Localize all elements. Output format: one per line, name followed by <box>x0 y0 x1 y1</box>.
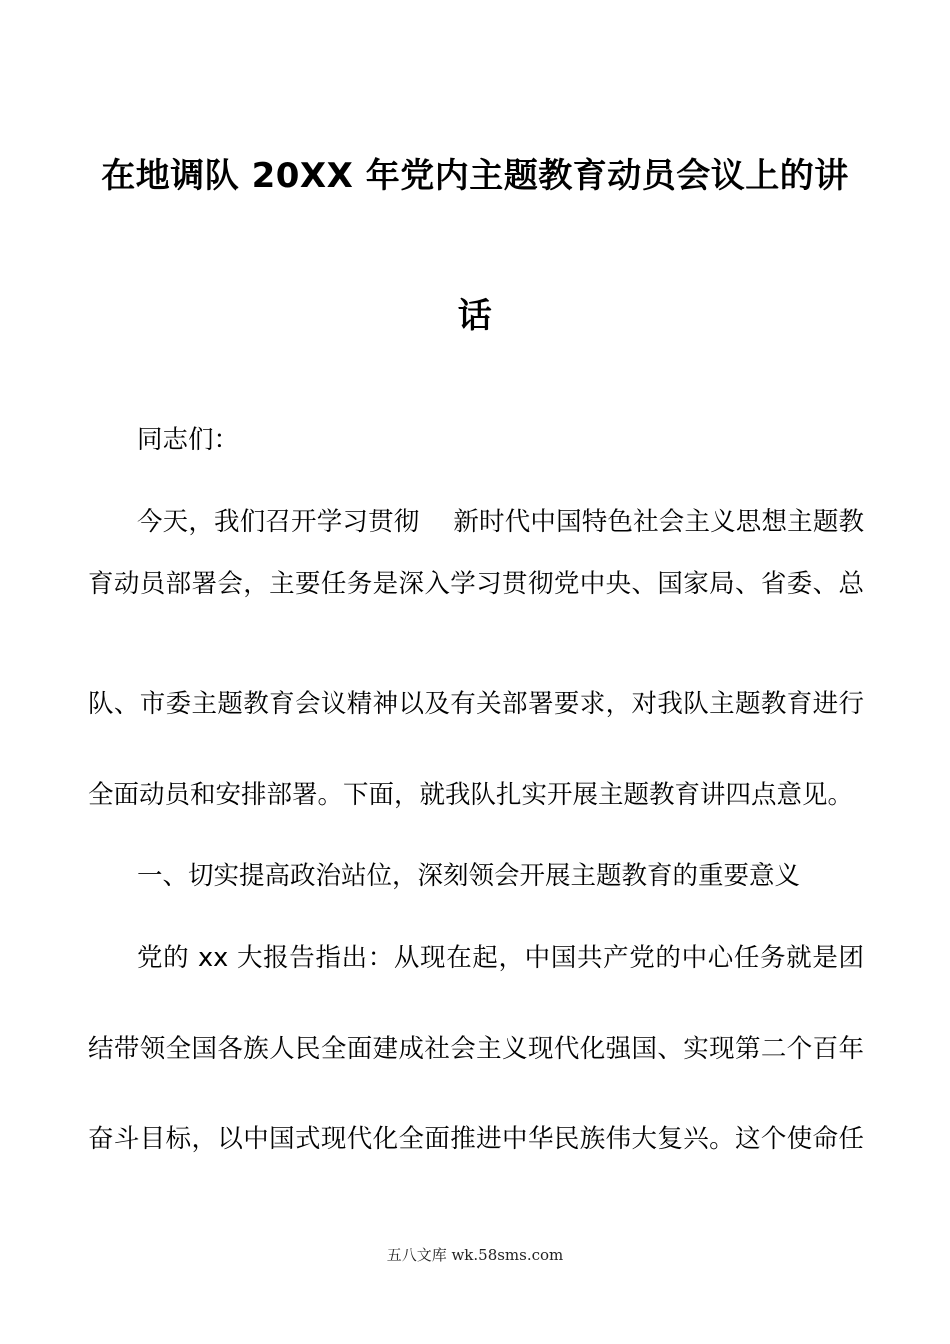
paragraph-2-line-1: 党的 xx 大报告指出：从现在起，中国共产党的中心任务就是团 <box>137 943 864 973</box>
document-title-line-2: 话 <box>457 296 493 336</box>
paragraph-1-line-4: 全面动员和安排部署。下面，就我队扎实开展主题教育讲四点意见。 <box>88 780 854 810</box>
paragraph-2-line-2: 结带领全国各族人民全面建成社会主义现代化强国、实现第二个百年 <box>88 1034 864 1064</box>
section-heading-1: 一、切实提高政治站位，深刻领会开展主题教育的重要意义 <box>137 861 801 891</box>
paragraph-1-line-3: 队、市委主题教育会议精神以及有关部署要求，对我队主题教育进行 <box>88 689 864 719</box>
paragraph-2-line-3: 奋斗目标，以中国式现代化全面推进中华民族伟大复兴。这个使命任 <box>88 1124 864 1154</box>
paragraph-1-line-2: 育动员部署会，主要任务是深入学习贯彻党中央、国家局、省委、总 <box>88 569 864 599</box>
greeting: 同志们： <box>137 425 240 455</box>
document-title-line-1: 在地调队 20XX 年党内主题教育动员会议上的讲 <box>101 156 849 196</box>
paragraph-1-line-1: 今天，我们召开学习贯彻 新时代中国特色社会主义思想主题教 <box>137 507 864 537</box>
footer-watermark: 五八文库 wk.58sms.com <box>386 1246 564 1264</box>
